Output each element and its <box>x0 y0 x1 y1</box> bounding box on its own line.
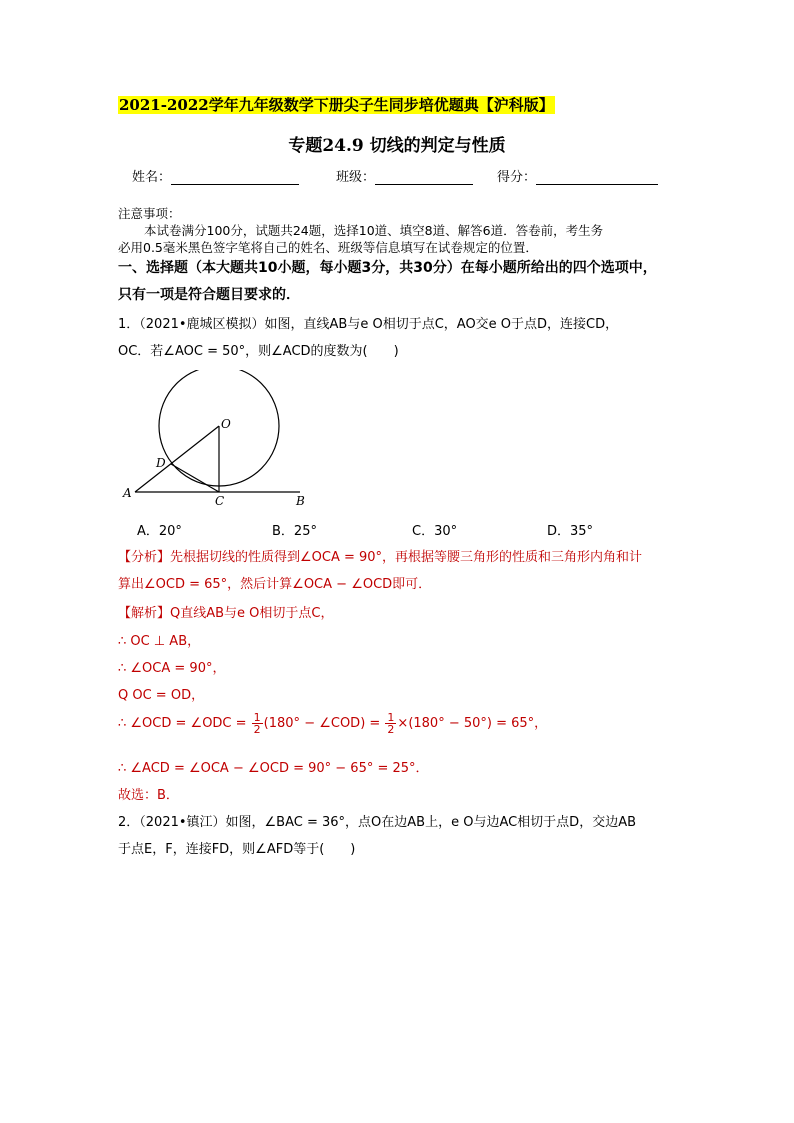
label-o: O <box>221 417 231 431</box>
q1-solution-step-4 <box>118 712 547 735</box>
q1-solution-step-1: ∴ OC ⊥ AB， <box>118 634 201 649</box>
notice-line-2: 必用0.5毫米黑色签字笔将自己的姓名、班级等信息填写在试卷规定的位置． <box>118 240 538 255</box>
q1-solution-heading: 【解析】Q直线AB与e O相切于点C， <box>118 606 334 621</box>
score-blank <box>536 170 658 185</box>
fraction-denominator: 2 <box>253 723 261 736</box>
q1-solution-step-5: ∴ ∠ACD = ∠OCA − ∠OCD = 90° − 65° = 25°． <box>118 761 429 776</box>
header-banner: 2021-2022学年九年级数学下册尖子生同步培优题典【沪科版】 <box>119 96 554 114</box>
label-a: A <box>123 486 132 500</box>
q1-option-b: B．25° <box>272 524 317 539</box>
notice-line-1: 本试卷满分100分，试题共24题，选择10道、填空8道、解答6道．答卷前，考生务 <box>144 223 604 238</box>
notice-heading: 注意事项： <box>118 206 181 221</box>
name-field <box>132 166 299 185</box>
q1-option-c: C．30° <box>412 524 458 539</box>
class-field <box>336 166 473 185</box>
fraction-numerator-2: 1 <box>387 711 395 724</box>
label-b: B <box>296 494 305 508</box>
score-label: 得分： <box>497 170 537 185</box>
name-blank <box>171 170 299 185</box>
q1-solution-step-2: ∴ ∠OCA = 90°， <box>118 661 226 676</box>
step-4-lhs: ∴ ∠OCD = ∠ODC = <box>118 716 251 731</box>
q1-figure <box>115 370 320 510</box>
score-field <box>497 166 658 185</box>
segment-cd <box>171 464 219 492</box>
class-label: 班级： <box>336 170 376 185</box>
q1-solution-step-3: Q OC = OD， <box>118 688 205 703</box>
step-4-mid: (180° − ∠COD) = <box>263 716 385 731</box>
q1-option-a: A．20° <box>137 524 182 539</box>
label-c: C <box>215 494 225 508</box>
section-heading-line-1: 一、选择题（本大题共10小题，每小题3分，共30分）在每小题所给出的四个选项中， <box>118 260 657 276</box>
step-4-rhs: ×(180° − 50°) = 65°， <box>397 716 548 731</box>
fraction-half <box>252 712 263 735</box>
document-title: 专题24.9 切线的判定与性质 <box>288 136 506 156</box>
fraction-numerator: 1 <box>253 711 261 724</box>
q1-analysis-line-2: 算出∠OCD = 65°，然后计算∠OCA − ∠OCD即可． <box>118 577 432 592</box>
segment-ao <box>135 426 219 492</box>
label-d: D <box>156 456 166 470</box>
fraction-half-2 <box>385 712 396 735</box>
q2-stem-line-1: 2．（2021•镇江）如图，∠BAC = 36°，点O在边AB上，e O与边AC相切于点D，交边AB <box>118 815 637 830</box>
q1-answer: 故选：B． <box>118 788 179 803</box>
q1-stem-line-2: OC．若∠AOC = 50°，则∠ACD的度数为( ) <box>118 344 399 359</box>
q1-option-d: D．35° <box>547 524 594 539</box>
section-heading-line-2: 只有一项是符合题目要求的． <box>118 287 300 303</box>
q2-stem-line-2: 于点E，F，连接FD，则∠AFD等于( ) <box>118 842 356 857</box>
q1-analysis-line-1: 【分析】先根据切线的性质得到∠OCA = 90°，再根据等腰三角形的性质和三角形内角和计 <box>118 550 643 565</box>
class-blank <box>375 170 473 185</box>
name-label: 姓名： <box>132 170 172 185</box>
q1-stem-line-1: 1．（2021•鹿城区模拟）如图，直线AB与e O相切于点C，AO交e O于点D，连接CD， <box>118 317 619 332</box>
fraction-denominator-2: 2 <box>387 723 395 736</box>
